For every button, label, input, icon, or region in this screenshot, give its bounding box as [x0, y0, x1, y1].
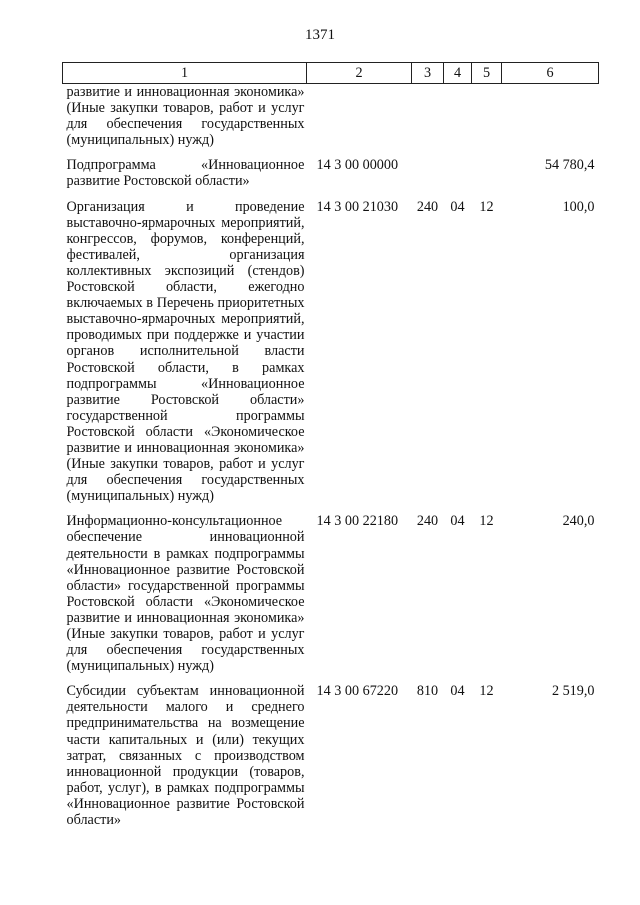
row-name: Субсидии субъектам инновационной деятельности малого и среднего предпринимательства на возмещение части капитальных и (или) текущих затрат, связанных с производством инновационной продукции (товаров, работ, услуг), в рамках подпрограммы «Инновационное развитие Ростовской области»: [66, 683, 305, 829]
column-header-3: 3: [412, 63, 444, 84]
column-header-4: 4: [444, 63, 472, 84]
row-expense-type: [412, 157, 444, 189]
row-expense-type: 240: [416, 198, 439, 215]
row-name: Подпрограмма «Инновационное развитие Ростовской области»: [66, 157, 305, 190]
row-expense-type: 240: [416, 513, 439, 530]
row-section: [444, 157, 472, 189]
table-row: [63, 683, 599, 828]
row-section: 04: [450, 198, 465, 215]
row-target-article: 14 3 00 67220: [316, 683, 399, 700]
table-header-row: [63, 63, 599, 84]
row-section: [444, 84, 472, 149]
row-amount: 240,0: [562, 513, 595, 530]
column-header-5: 5: [472, 63, 502, 84]
table-row: [63, 199, 599, 505]
column-header-6: 6: [502, 63, 599, 84]
row-expense-type: 810: [416, 683, 439, 700]
budget-table: [62, 62, 599, 828]
table-row: [63, 513, 599, 674]
row-amount: 100,0: [562, 198, 595, 215]
row-section: 04: [450, 683, 465, 700]
table-row: [63, 157, 599, 189]
column-header-2: 2: [307, 63, 412, 84]
row-spacer: [63, 674, 599, 683]
row-target-article: 14 3 00 00000: [316, 157, 399, 174]
row-name: развитие и инновационная экономика» (Иные закупки товаров, работ и услуг для обеспечения государственных (муниципальных) нужд): [66, 84, 305, 149]
row-name: Информационно-консультационное обеспечение инновационной деятельности в рамках подпрограммы «Инновационное развитие Ростовской области» государственной программы Ростовской области «Экономическое развитие и инновационная экономика» (Иные закупки товаров, работ и услуг для обеспечения государственных (муниципальных) нужд): [66, 513, 305, 675]
page-number: 1371: [305, 27, 335, 43]
row-subsection: 12: [479, 683, 494, 700]
row-spacer: [63, 504, 599, 513]
table-row: [63, 84, 599, 149]
row-target-article: 14 3 00 22180: [316, 513, 399, 530]
row-spacer: [63, 190, 599, 199]
row-subsection: [472, 84, 502, 149]
row-section: 04: [450, 513, 465, 530]
row-subsection: 12: [479, 513, 494, 530]
row-target-article: 14 3 00 21030: [316, 198, 399, 215]
row-target-article: [307, 84, 412, 149]
row-subsection: [472, 157, 502, 189]
column-header-1: 1: [63, 63, 307, 84]
row-amount: 54 780,4: [544, 157, 595, 174]
row-amount: [502, 84, 599, 149]
row-amount: 2 519,0: [551, 683, 595, 700]
row-spacer: [63, 148, 599, 157]
row-expense-type: [412, 84, 444, 149]
row-name: Организация и проведение выставочно-ярмарочных мероприятий, конгрессов, форумов, конференций, фестивалей, организация коллективных экспозиций (стендов) Ростовской области, ежегодно включаемых в Перечень приоритетных выставочно-ярмарочных мероприятий, проводимых при поддержке и участии органов исполнительной власти Ростовской области, в рамках подпрограммы «Инновационное развитие Ростовской области» государственной программы Ростовской области «Экономическое развитие и инновационная экономика» (Иные закупки товаров, работ и услуг для обеспечения государственных (муниципальных) нужд): [66, 198, 305, 505]
row-subsection: 12: [479, 198, 494, 215]
